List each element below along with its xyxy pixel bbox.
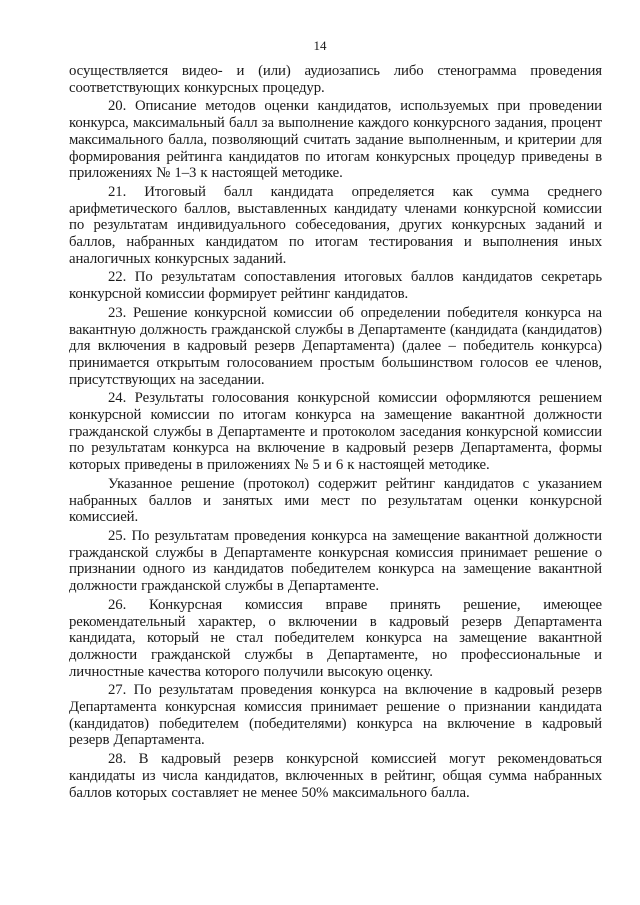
paragraph-23: 23. Решение конкурсной комиссии об определении победителя конкурса на вакантную должность гражданской службы в Департаменте (кандидата (кандидатов) для включения в кадровый резерв Департамента) (далее – победитель конкурса) принимается открытым голосованием простым большинством голосов ее членов, присутствующих на заседании. <box>69 304 602 388</box>
paragraph-22: 22. По результатам сопоставления итоговых баллов кандидатов секретарь конкурсной комиссии формирует рейтинг кандидатов. <box>69 269 602 303</box>
paragraph-28: 28. В кадровый резерв конкурсной комиссией могут рекомендоваться кандидаты из числа кандидатов, включенных в рейтинг, общая сумма набранных баллов которых составляет не менее 50% максимального балла. <box>69 751 602 801</box>
page-number: 14 <box>313 38 327 53</box>
paragraph-21: 21. Итоговый балл кандидата определяется как сумма среднего арифметического баллов, выставленных кандидату членами конкурсной комиссии по результатам индивидуального собеседования, других конкурсных заданий и баллов, набранных кандидатом по итогам тестирования и выполнения иных аналогичных конкурсных заданий. <box>69 183 602 267</box>
document-body <box>69 63 602 801</box>
paragraph-20: 20. Описание методов оценки кандидатов, используемых при проведении конкурса, максимальный балл за выполнение каждого конкурсного задания, процент максимального балла, позволяющий считать задание выполненным, и критерии для формирования рейтинга кандидатов по итогам конкурсных процедур приведены в приложениях № 1–3 к настоящей методике. <box>69 98 602 182</box>
paragraph-continuation: осуществляется видео- и (или) аудиозапись либо стенограмма проведения соответствующих конкурсных процедур. <box>69 63 602 96</box>
paragraph-26: 26. Конкурсная комиссия вправе принять решение, имеющее рекомендательный характер, о включении в кадровый резерв Департамента кандидата, который не стал победителем конкурса на замещение вакантной должности гражданской службы в Департаменте, но профессиональные и личностные качества которого получили высокую оценку. <box>69 596 602 680</box>
paragraph-24-decision: Указанное решение (протокол) содержит рейтинг кандидатов с указанием набранных баллов и занятых ими мест по результатам оценки конкурсной комиссией. <box>69 475 602 526</box>
paragraph-24: 24. Результаты голосования конкурсной комиссии оформляются решением конкурсной комиссии по итогам конкурса на замещение вакантной должности гражданской службы в Департаменте и протоколом заседания конкурсной комиссии по результатам конкурса на включение в кадровый резерв Департамента, формы которых приведены в приложениях № 5 и 6 к настоящей методике. <box>69 390 602 474</box>
paragraph-25: 25. По результатам проведения конкурса на замещение вакантной должности гражданской службы в Департаменте конкурсная комиссия принимает решение о признании одного из кандидатов победителем конкурса на замещение вакантной должности гражданской службы в Департаменте. <box>69 527 602 595</box>
paragraph-27: 27. По результатам проведения конкурса на включение в кадровый резерв Департамента конкурсная комиссия принимает решение о признании кандидата (кандидатов) победителем (победителями) конкурса на включение в кадровый резерв Департамента. <box>69 682 602 749</box>
